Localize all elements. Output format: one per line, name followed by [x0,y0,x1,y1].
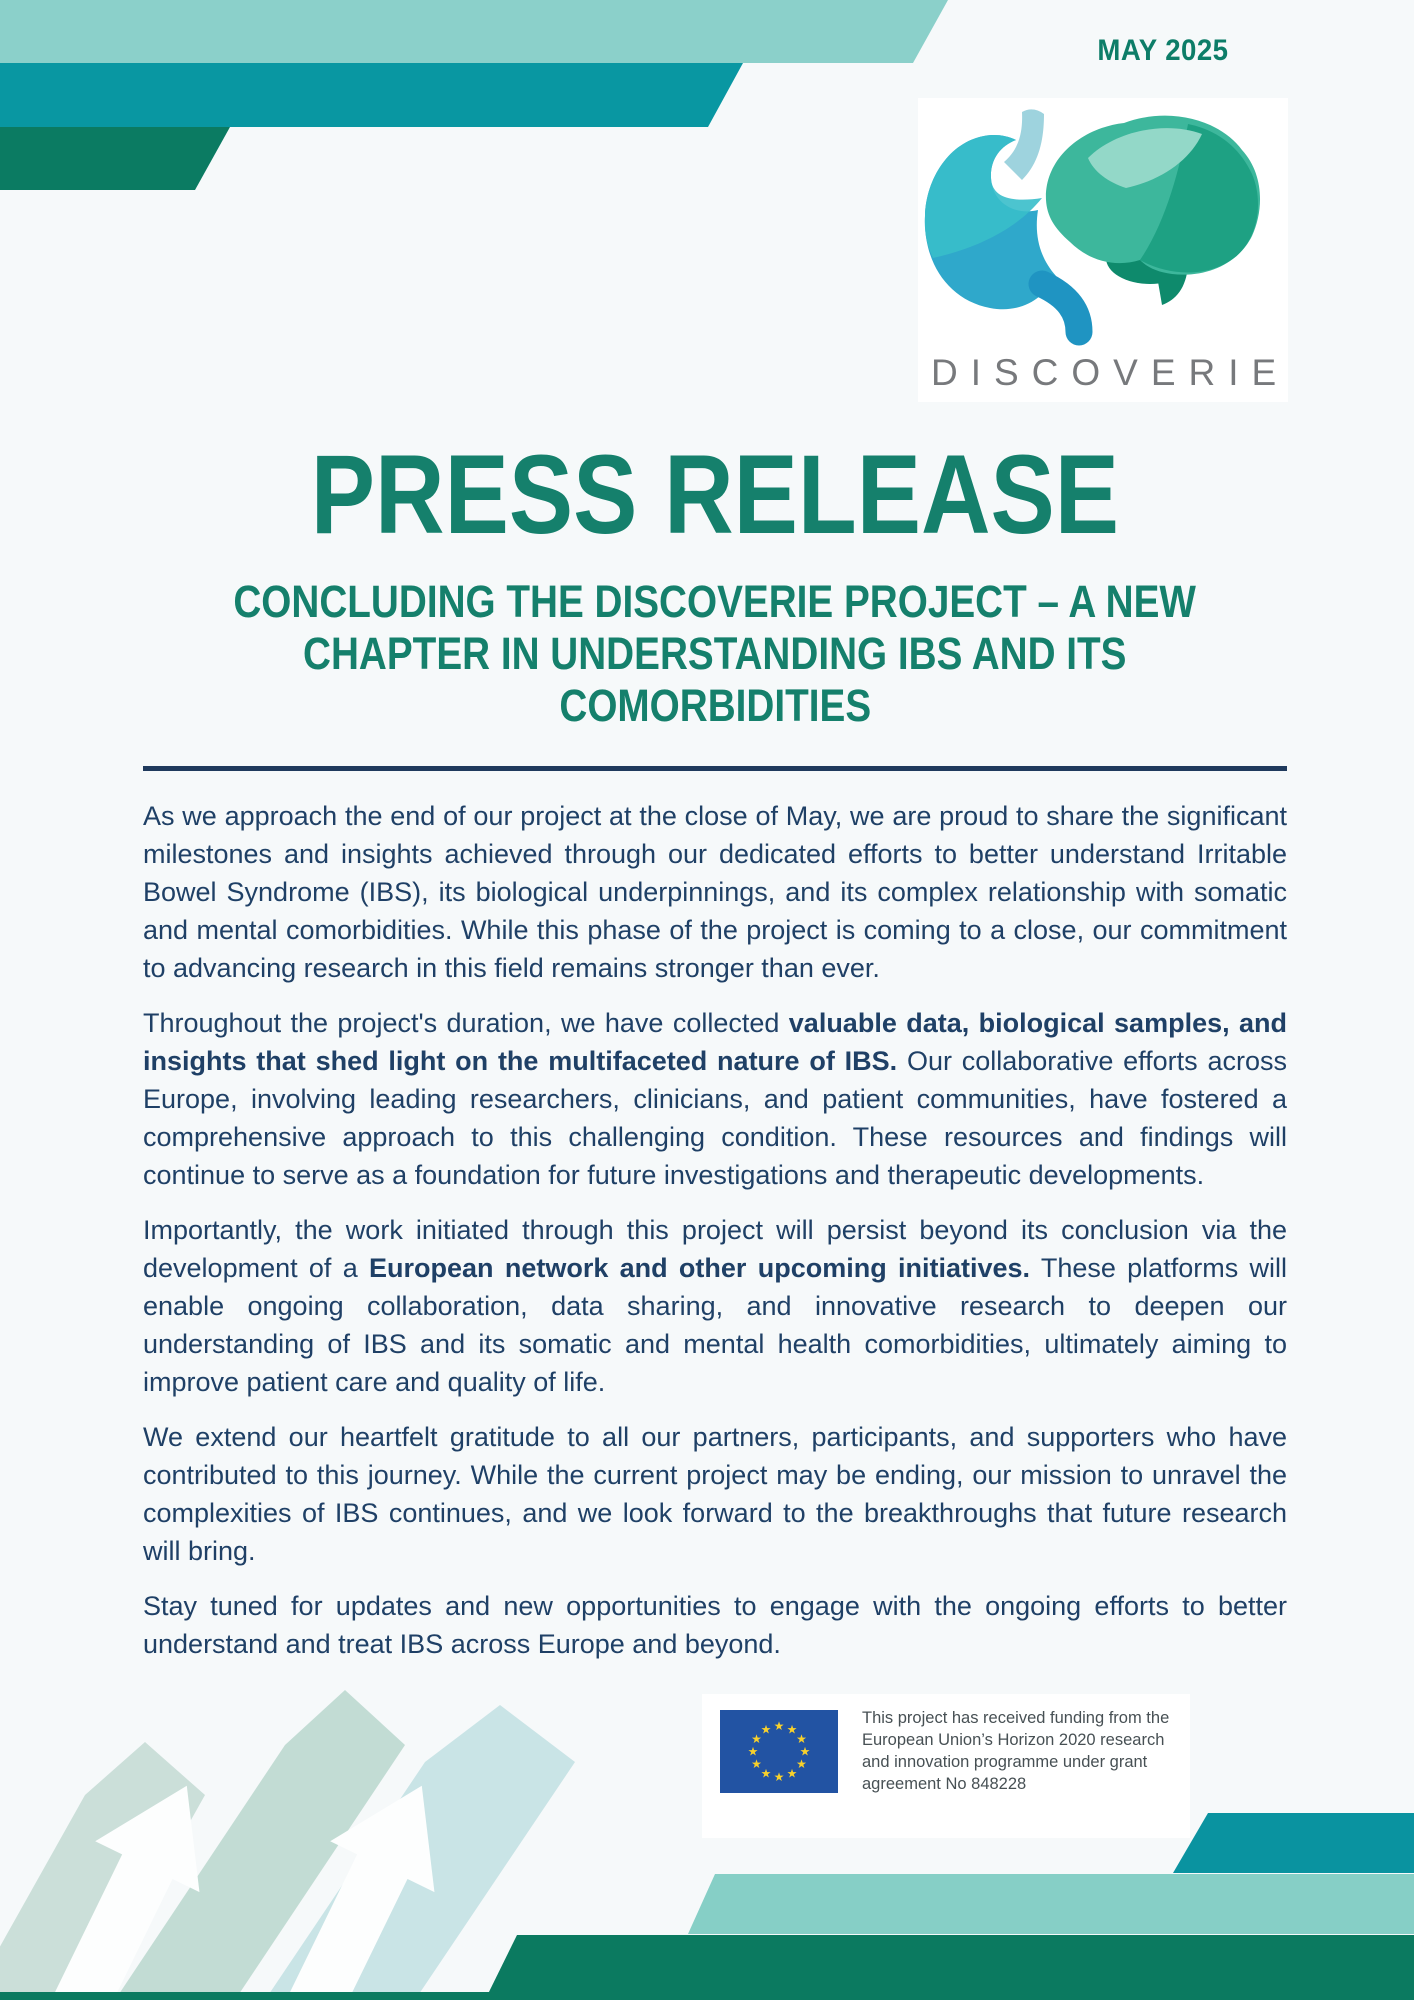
subtitle-line-2: CHAPTER IN UNDERSTANDING IBS AND ITS [303,628,1127,680]
paragraph-text: Our collaborative efforts across Europe, involving leading researchers, clinicians, and patient communities, have fostered a comprehensive approach to this challenging condition. These resources and findings will continue to serve as a foundation for future investigations and therapeutic developments. [143,1046,1287,1191]
paragraph-3 [143,1211,1287,1401]
paragraph-1 [143,797,1287,987]
svg-text:★: ★ [786,1766,798,1781]
top-band-light-teal [0,0,948,63]
svg-text:★: ★ [773,1719,785,1733]
funding-statement: This project has received funding from the European Union’s Horizon 2020 research and innovation programme under grant agreement No 848228 [862,1709,1170,1793]
bottom-band-light-teal [688,1874,1414,1934]
svg-text:★: ★ [751,1732,762,1746]
svg-text:★: ★ [786,1722,798,1737]
stomach-brain-icon [918,98,1288,350]
svg-text:★: ★ [773,1770,785,1784]
page-subtitle [143,576,1287,732]
paragraph-bold: valuable data, biological samples, and insights that shed light on the multifaceted nature of IBS. [143,1008,1287,1077]
top-band-green [0,127,230,190]
logo-wordmark: DISCOVERIE [931,352,1290,393]
paragraph-text: Throughout the project's duration, we have collected [143,1008,789,1039]
brain-shape [1046,116,1260,305]
paragraph-4 [143,1418,1287,1570]
content-column [143,432,1287,1680]
page-title-text: PRESS RELEASE [310,432,1120,557]
bottom-corner-decoration [0,1630,1414,2000]
bottom-band-green [485,1935,1414,2000]
svg-text:★: ★ [796,1757,807,1771]
paragraph-2 [143,1004,1287,1194]
paragraph-text: As we approach the end of our project at the close of May, we are proud to share the significant milestones and insights achieved through our dedicated efforts to better understand Irritable Bowel Syndrome (IBS), its biological underpinnings, and its complex relationship with somatic and mental comorbidities. While this phase of the project is coming to a close, our commitment to advancing research in this field remains stronger than ever. [143,801,1287,984]
title-divider [143,766,1287,771]
svg-text:★: ★ [760,1766,772,1781]
svg-text:★: ★ [760,1722,772,1737]
subtitle-line-3: COMORBIDITIES [559,680,871,732]
page-title [143,432,1287,557]
issue-date: MAY 2025 [1096,34,1228,67]
bottom-strip-green [0,1992,1414,2000]
subtitle-line-1: CONCLUDING THE DISCOVERIE PROJECT – A NEW [233,576,1197,628]
body-text [143,797,1287,1663]
paragraph-bold: European network and other upcoming initiatives. [369,1253,1031,1284]
paragraph-text: These platforms will enable ongoing collaboration, data sharing, and innovative research to deepen our understanding of IBS and its somatic and mental health comorbidities, ultimately aiming to improve patient care and quality of life. [143,1253,1287,1398]
svg-text:★: ★ [796,1732,807,1746]
paragraph-text: Importantly, the work initiated through this project will persist beyond its conclusion via the development of a [143,1215,1287,1284]
discoverie-logo [918,98,1288,402]
svg-text:★: ★ [751,1757,762,1771]
paragraph-text: Stay tuned for updates and new opportunities to engage with the ongoing efforts to better understand and treat IBS across Europe and beyond. [143,1591,1287,1660]
paragraph-text: We extend our heartfelt gratitude to all our partners, participants, and supporters who have contributed to this journey. While the current project may be ending, our mission to unravel the complexities of IBS continues, and we look forward to the breakthroughs that future research will bring. [143,1422,1287,1567]
top-band-teal [0,63,743,127]
svg-text:★: ★ [799,1744,811,1759]
svg-text:★: ★ [747,1744,759,1759]
bottom-band-teal [1173,1813,1414,1873]
